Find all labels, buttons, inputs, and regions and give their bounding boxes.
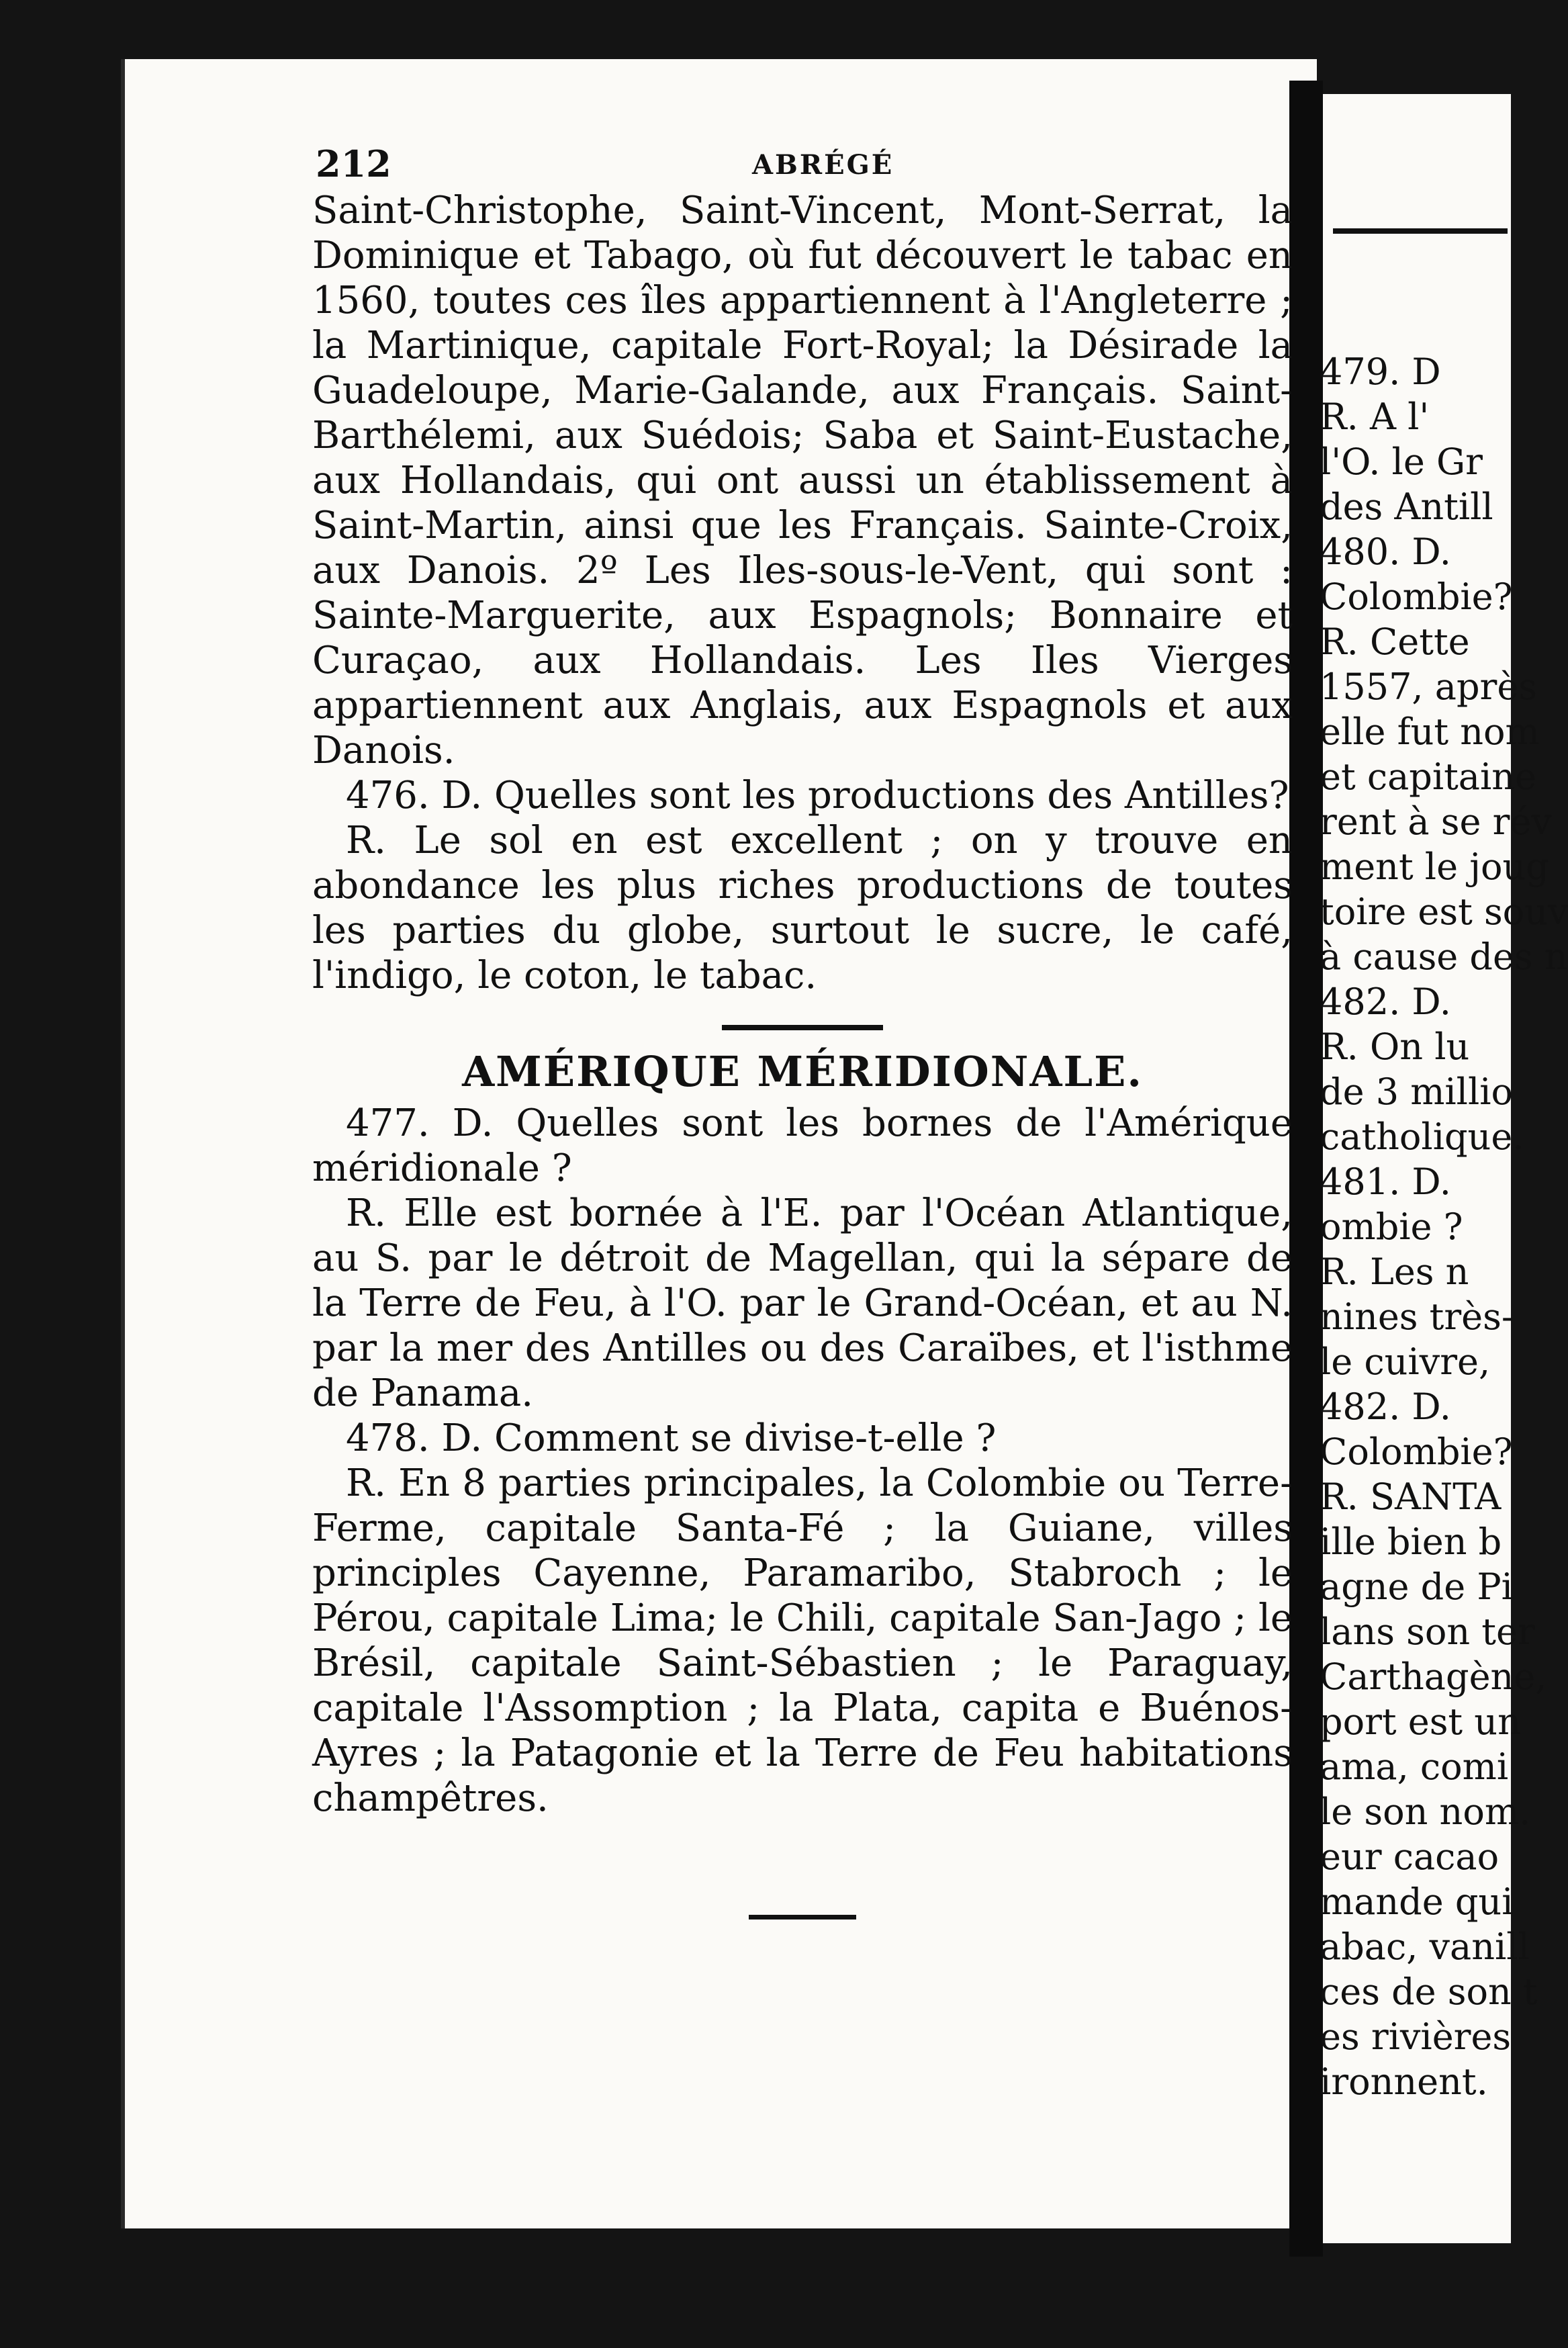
facing-page-line: et capitaine (1320, 756, 1536, 798)
facing-page-line: des Antill (1320, 486, 1493, 528)
facing-page-line: ment le joug (1320, 846, 1549, 888)
facing-page-line: abac, vanill (1320, 1926, 1530, 1968)
facing-page-line: Colombie? (1320, 576, 1513, 618)
paragraph-antilles-list: Saint-Christophe, Saint-Vincent, Mont-Serrat, la Dominique et Tabago, où fut découvert le tabac en 1560, toutes ces îles appartiennent à l'Angleterre ; la Martinique, capitale Fort-Royal; la Désirade la Guadeloupe, Marie-Galande, aux Français. Saint-Barthélemi, aux Suédois; Saba et Saint-Eustache, aux Hollandais, qui ont aussi un établissement à Saint-Martin, ainsi que les Français. Sainte-Croix, aux Danois. 2º Les Iles-sous-le-Vent, qui sont : Sainte-Marguerite, aux Espagnols; Bonnaire et Curaçao, aux Hollandais. Les Iles Vierges appartiennent aux Anglais, aux Espagnols et aux Danois. (312, 189, 1293, 772)
facing-page-line: catholique. (1320, 1116, 1524, 1158)
answer-478: R. En 8 parties principales, la Colombie ou Terre-Ferme, capitale Santa-Fé ; la Guiane, villes principles Cayenne, Paramaribo, Stabroch ; le Pérou, capitale Lima; le Chili, capitale San-Jago ; le Brésil, capitale Saint-Sébastien ; le Paraguay, capitale l'Assomption ; la Plata, capita e Buénos-Ayres ; la Patagonie et la Terre de Feu habitations champêtres. (312, 1461, 1293, 1820)
facing-page-line: Colombie? (1320, 1431, 1513, 1473)
facing-page-line: R. SANTA (1320, 1476, 1502, 1518)
facing-page-line: 482. D. (1320, 981, 1451, 1023)
facing-page-line: lans son ter (1320, 1611, 1535, 1653)
facing-page-line: R. Cette (1320, 621, 1470, 663)
question-476: 476. D. Quelles sont les productions des Antilles? (346, 774, 1289, 817)
question-478: 478. D. Comment se divise-t-elle ? (346, 1416, 997, 1460)
facing-page-line: eur cacao (1320, 1836, 1500, 1878)
facing-page-line: 480. D. (1320, 531, 1451, 573)
facing-page-line: R. A l' (1320, 396, 1430, 438)
facing-page-line: 479. D (1320, 351, 1441, 393)
facing-page-text (1320, 349, 1568, 2104)
facing-page-line: mande qui (1320, 1881, 1514, 1923)
facing-page-line: elle fut nom (1320, 711, 1540, 753)
facing-page-line: ces de son t (1320, 1971, 1538, 2013)
facing-page-line: le son nom. (1320, 1791, 1531, 1833)
facing-page-line: toire est souv (1320, 891, 1568, 933)
facing-page-line: 481. D. (1320, 1161, 1451, 1203)
page-header (316, 142, 1283, 183)
facing-page-line: ille bien b (1320, 1521, 1502, 1563)
section-heading: AMÉRIQUE MÉRIDIONALE. (462, 1047, 1143, 1096)
facing-page-line: à cause des n (1320, 936, 1568, 978)
question-477: 477. D. Quelles sont les bornes de l'Amérique méridionale ? (312, 1101, 1293, 1190)
facing-page-line: ombie ? (1320, 1206, 1463, 1248)
page-number: 212 (316, 142, 391, 185)
facing-page-rule (1333, 228, 1508, 234)
facing-page-line: de 3 millio (1320, 1071, 1514, 1113)
main-text (312, 188, 1293, 1920)
facing-page-line: R. On lu (1320, 1026, 1470, 1068)
facing-page-line: le cuivre, (1320, 1341, 1491, 1383)
facing-page-line: ironnent. (1320, 2061, 1488, 2103)
answer-476: R. Le sol en est excellent ; on y trouve en abondance les plus riches productions de toutes les parties du globe, surtout le sucre, le café, l'indigo, le coton, le tabac. (312, 819, 1293, 997)
facing-page-line: port est un (1320, 1701, 1521, 1743)
section-rule (722, 1025, 883, 1030)
facing-page-line: es rivières (1320, 2016, 1512, 2058)
running-title: ABRÉGÉ (752, 149, 894, 181)
facing-page-line: R. Les n (1320, 1251, 1469, 1293)
facing-page-line: rent à se rév (1320, 801, 1552, 843)
facing-page-line: nines très- (1320, 1296, 1514, 1338)
facing-page-line: 1557, après (1320, 666, 1537, 708)
facing-page-line: 482. D. (1320, 1386, 1451, 1428)
answer-477: R. Elle est bornée à l'E. par l'Océan Atlantique, au S. par le détroit de Magellan, qui la sépare de la Terre de Feu, à l'O. par le Grand-Océan, et au N. par la mer des Antilles ou des Caraïbes, et l'isthme de Panama. (312, 1191, 1293, 1415)
facing-page-line: agne de Pi (1320, 1566, 1513, 1608)
end-rule (749, 1915, 856, 1920)
facing-page-line: Carthagène, (1320, 1656, 1547, 1698)
facing-page-line: ama, comi (1320, 1746, 1509, 1788)
book-gutter (1289, 81, 1323, 2257)
facing-page-line: l'O. le Gr (1320, 441, 1483, 483)
